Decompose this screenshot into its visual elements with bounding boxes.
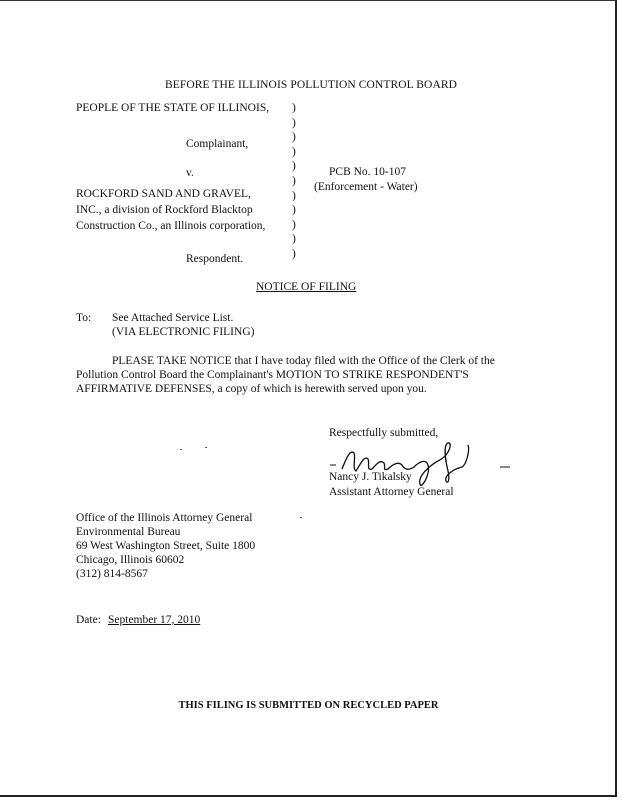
office-line-1: Office of the Illinois Attorney General	[76, 512, 253, 524]
paren: )	[292, 131, 296, 144]
office-line-5: (312) 814-8567	[76, 568, 148, 580]
paren: )	[292, 160, 296, 173]
to-label: To:	[76, 312, 92, 324]
date-label: Date:	[76, 614, 101, 626]
body-line-2: Pollution Control Board the Complainant's MOTION TO STRIKE RESPONDENT'S	[76, 369, 469, 381]
office-line-4: Chicago, Illinois 60602	[76, 554, 185, 566]
closing-text: Respectfully submitted,	[329, 427, 439, 439]
notice-heading: NOTICE OF FILING	[256, 281, 357, 293]
office-line-2: Environmental Bureau	[76, 526, 181, 538]
board-title: BEFORE THE ILLINOIS POLLUTION CONTROL BOARD	[164, 79, 458, 91]
body-line-3: AFFIRMATIVE DEFENSES, a copy of which is herewith served upon you.	[76, 383, 427, 395]
paren: )	[292, 247, 296, 260]
defendant-line-2: INC., a division of Rockford Blacktop	[76, 204, 253, 216]
date-value: September 17, 2010	[108, 614, 201, 626]
case-number: PCB No. 10-107	[329, 166, 406, 178]
plaintiff-name: PEOPLE OF THE STATE OF ILLINOIS,	[76, 102, 270, 114]
paren: )	[292, 145, 296, 158]
paren: )	[292, 204, 296, 217]
scan-speck	[180, 449, 182, 450]
versus-label: v.	[186, 167, 194, 179]
caption-parentheses	[292, 101, 300, 262]
signer-title: Assistant Attorney General	[329, 486, 454, 498]
paren: )	[292, 189, 296, 202]
scan-speck	[205, 447, 207, 448]
to-line-2: (VIA ELECTRONIC FILING)	[112, 326, 255, 338]
paren: )	[292, 218, 296, 231]
recycled-paper-notice: THIS FILING IS SUBMITTED ON RECYCLED PAPER	[178, 700, 439, 711]
office-line-3: 69 West Washington Street, Suite 1800	[76, 540, 256, 552]
paren: )	[292, 102, 296, 114]
case-type: (Enforcement - Water)	[314, 181, 418, 193]
complainant-label: Complainant,	[186, 138, 249, 150]
paren: )	[292, 174, 296, 187]
defendant-line-1: ROCKFORD SAND AND GRAVEL,	[76, 188, 251, 200]
paren: )	[292, 233, 296, 246]
to-line-1: See Attached Service List.	[112, 312, 234, 324]
signer-name: Nancy J. Tikalsky	[329, 471, 412, 483]
scan-speck	[300, 517, 302, 518]
body-line-1: PLEASE TAKE NOTICE that I have today filed with the Office of the Clerk of the	[112, 355, 495, 367]
defendant-line-3: Construction Co., an Illinois corporation,	[76, 220, 266, 232]
paren: )	[292, 116, 296, 129]
respondent-label: Respondent.	[186, 253, 244, 265]
